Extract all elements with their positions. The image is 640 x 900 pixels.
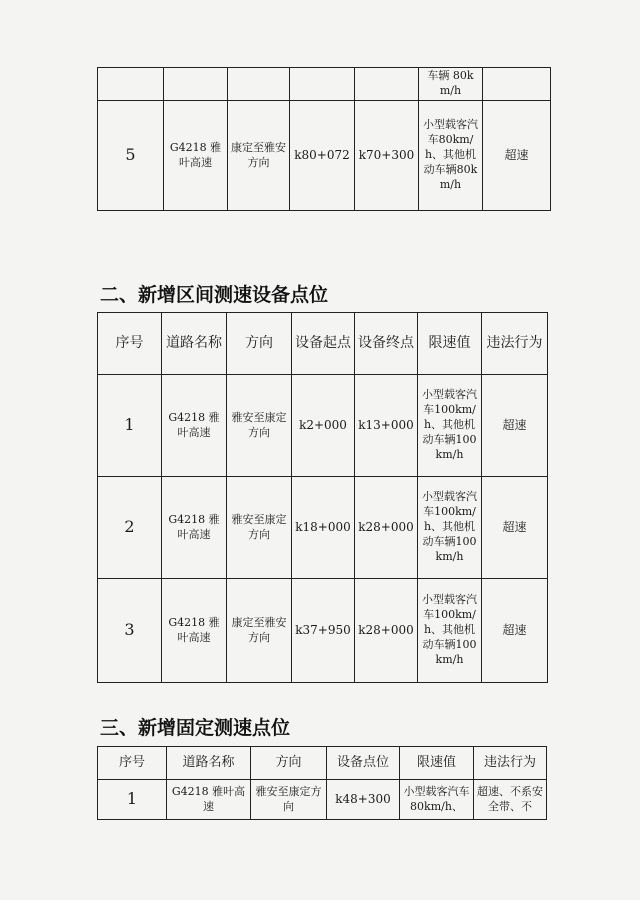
violation-cell: 超速、不系安全带、不 <box>474 780 547 820</box>
seq-cell: 1 <box>98 375 162 477</box>
violation-cell: 超速 <box>482 375 548 477</box>
header-cell: 道路名称 <box>162 313 227 375</box>
header-cell: 设备起点 <box>292 313 355 375</box>
header-cell: 设备点位 <box>327 747 400 780</box>
violation-cell: 超速 <box>482 579 548 683</box>
table-row <box>98 101 551 211</box>
header-cell: 限速值 <box>400 747 474 780</box>
header-cell: 设备终点 <box>355 313 418 375</box>
end-cell: k70+300 <box>355 101 419 211</box>
violation-cell: 超速 <box>483 101 551 211</box>
direction-cell: 康定至雅安方向 <box>227 579 292 683</box>
table-row <box>98 477 548 579</box>
road-cell: G4218 雅叶高速 <box>167 780 251 820</box>
table-header-row <box>98 313 548 375</box>
seq-cell: 5 <box>98 101 164 211</box>
header-cell: 方向 <box>227 313 292 375</box>
start-cell: k80+072 <box>290 101 355 211</box>
limit-cell: 小型载客汽车100km/h、其他机动车辆100km/h <box>418 375 482 477</box>
direction-cell: 雅安至康定方向 <box>227 375 292 477</box>
point-cell: k48+300 <box>327 780 400 820</box>
seq-cell: 3 <box>98 579 162 683</box>
end-cell: k28+000 <box>355 579 418 683</box>
direction-cell: 雅安至康定方向 <box>251 780 327 820</box>
direction-cell: 康定至雅安方向 <box>228 101 290 211</box>
start-cell: k37+950 <box>292 579 355 683</box>
road-cell: G4218 雅叶高速 <box>164 101 228 211</box>
section-title-interval: 二、新增区间测速设备点位 <box>100 284 329 306</box>
interval-speed-table <box>97 312 548 683</box>
header-cell: 方向 <box>251 747 327 780</box>
end-cell: k13+000 <box>355 375 418 477</box>
table-row <box>98 579 548 683</box>
header-cell: 违法行为 <box>482 313 548 375</box>
road-cell: G4218 雅叶高速 <box>162 579 227 683</box>
start-cell: k2+000 <box>292 375 355 477</box>
seq-cell: 2 <box>98 477 162 579</box>
fixed-speed-table <box>97 746 547 820</box>
section-title-fixed: 三、新增固定测速点位 <box>100 717 291 739</box>
table-row <box>98 68 551 101</box>
limit-cell: 小型载客汽车80km/h、其他机动车辆80km/h <box>419 101 483 211</box>
end-cell: k28+000 <box>355 477 418 579</box>
speed-table-continued <box>97 67 551 211</box>
header-cell: 限速值 <box>418 313 482 375</box>
violation-cell: 超速 <box>482 477 548 579</box>
road-cell: G4218 雅叶高速 <box>162 375 227 477</box>
limit-cell: 车辆 80km/h <box>419 68 483 101</box>
seq-cell: 1 <box>98 780 167 820</box>
table-row <box>98 780 547 820</box>
header-cell: 序号 <box>98 747 167 780</box>
header-cell: 道路名称 <box>167 747 251 780</box>
limit-cell: 小型载客汽车100km/h、其他机动车辆100km/h <box>418 477 482 579</box>
header-cell: 违法行为 <box>474 747 547 780</box>
road-cell: G4218 雅叶高速 <box>162 477 227 579</box>
limit-cell: 小型载客汽车80km/h、 <box>400 780 474 820</box>
direction-cell: 雅安至康定方向 <box>227 477 292 579</box>
table-header-row <box>98 747 547 780</box>
limit-cell: 小型载客汽车100km/h、其他机动车辆100km/h <box>418 579 482 683</box>
header-cell: 序号 <box>98 313 162 375</box>
start-cell: k18+000 <box>292 477 355 579</box>
table-row <box>98 375 548 477</box>
